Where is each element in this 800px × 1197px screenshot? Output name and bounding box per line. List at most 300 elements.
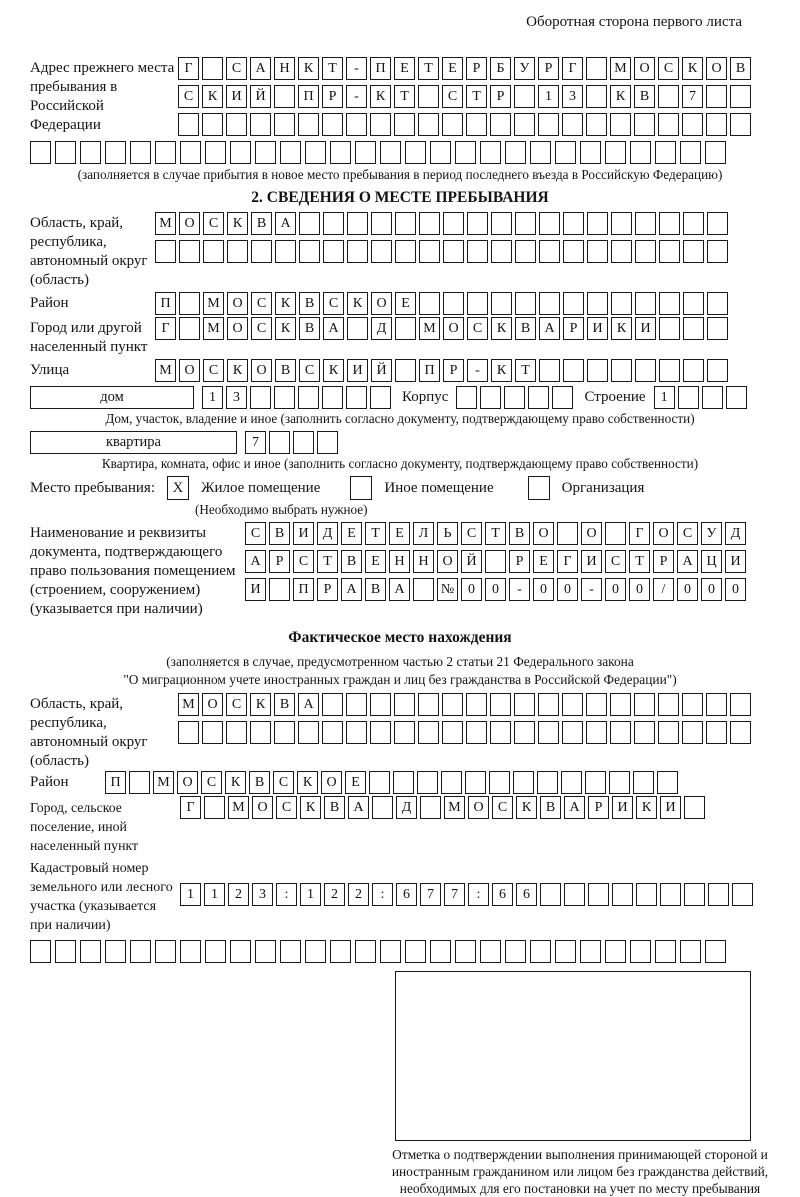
char-cell[interactable] xyxy=(305,141,326,164)
char-cell[interactable] xyxy=(659,240,680,263)
char-cell[interactable] xyxy=(683,359,704,382)
char-cell[interactable] xyxy=(708,883,729,906)
char-cell[interactable] xyxy=(530,940,551,963)
char-cell[interactable] xyxy=(539,359,560,382)
char-cell[interactable] xyxy=(250,113,271,136)
char-cell[interactable]: 3 xyxy=(252,883,273,906)
char-cell[interactable] xyxy=(413,578,434,601)
char-cell[interactable] xyxy=(587,292,608,315)
char-cell[interactable] xyxy=(563,292,584,315)
char-cell[interactable]: Е xyxy=(345,771,366,794)
char-cell[interactable]: 0 xyxy=(485,578,506,601)
char-cell[interactable] xyxy=(514,113,535,136)
char-cell[interactable] xyxy=(298,386,319,409)
char-cell[interactable] xyxy=(155,141,176,164)
char-cell[interactable]: М xyxy=(155,212,176,235)
char-cell[interactable]: 1 xyxy=(202,386,223,409)
char-cell[interactable]: Д xyxy=(396,796,417,819)
char-cell[interactable] xyxy=(370,386,391,409)
char-cell[interactable] xyxy=(393,771,414,794)
char-cell[interactable] xyxy=(539,212,560,235)
char-cell[interactable] xyxy=(443,292,464,315)
char-cell[interactable]: : xyxy=(276,883,297,906)
char-cell[interactable] xyxy=(466,693,487,716)
char-cell[interactable] xyxy=(702,386,723,409)
char-cell[interactable]: Т xyxy=(317,550,338,573)
char-cell[interactable] xyxy=(355,940,376,963)
char-cell[interactable]: Ц xyxy=(701,550,722,573)
char-cell[interactable]: В xyxy=(324,796,345,819)
char-cell[interactable] xyxy=(706,721,727,744)
char-cell[interactable]: С xyxy=(226,693,247,716)
char-cell[interactable] xyxy=(269,578,290,601)
char-cell[interactable] xyxy=(658,693,679,716)
ulitsa-row[interactable] xyxy=(155,359,731,382)
char-cell[interactable] xyxy=(204,796,225,819)
char-cell[interactable] xyxy=(419,212,440,235)
char-cell[interactable]: Е xyxy=(394,57,415,80)
char-cell[interactable]: А xyxy=(341,578,362,601)
char-cell[interactable] xyxy=(706,113,727,136)
fact-oblast-row-2[interactable] xyxy=(178,721,754,744)
char-cell[interactable] xyxy=(394,693,415,716)
char-cell[interactable]: С xyxy=(273,771,294,794)
char-cell[interactable] xyxy=(561,771,582,794)
char-cell[interactable]: И xyxy=(226,85,247,108)
char-cell[interactable] xyxy=(585,771,606,794)
char-cell[interactable] xyxy=(658,113,679,136)
char-cell[interactable]: О xyxy=(227,317,248,340)
char-cell[interactable] xyxy=(489,771,510,794)
char-cell[interactable]: К xyxy=(611,317,632,340)
char-cell[interactable]: В xyxy=(274,693,295,716)
char-cell[interactable] xyxy=(562,693,583,716)
char-cell[interactable] xyxy=(586,113,607,136)
char-cell[interactable] xyxy=(490,113,511,136)
char-cell[interactable]: 7 xyxy=(420,883,441,906)
char-cell[interactable]: М xyxy=(228,796,249,819)
char-cell[interactable] xyxy=(683,317,704,340)
char-cell[interactable]: 1 xyxy=(204,883,225,906)
char-cell[interactable] xyxy=(726,386,747,409)
char-cell[interactable]: О xyxy=(227,292,248,315)
char-cell[interactable] xyxy=(380,940,401,963)
char-cell[interactable]: Е xyxy=(442,57,463,80)
char-cell[interactable] xyxy=(274,113,295,136)
prev-address-row-3[interactable] xyxy=(178,113,754,136)
char-cell[interactable]: О xyxy=(179,359,200,382)
char-cell[interactable]: К xyxy=(275,292,296,315)
char-cell[interactable] xyxy=(305,940,326,963)
char-cell[interactable]: В xyxy=(269,522,290,545)
char-cell[interactable]: И xyxy=(293,522,314,545)
char-cell[interactable] xyxy=(395,359,416,382)
char-cell[interactable]: С xyxy=(467,317,488,340)
char-cell[interactable]: 0 xyxy=(725,578,746,601)
char-cell[interactable]: С xyxy=(461,522,482,545)
char-cell[interactable] xyxy=(442,721,463,744)
char-cell[interactable] xyxy=(552,386,573,409)
char-cell[interactable] xyxy=(205,141,226,164)
dom-box[interactable]: дом xyxy=(30,386,194,409)
char-cell[interactable] xyxy=(580,141,601,164)
char-cell[interactable] xyxy=(634,721,655,744)
char-cell[interactable]: Т xyxy=(466,85,487,108)
char-cell[interactable]: 0 xyxy=(605,578,626,601)
char-cell[interactable] xyxy=(179,240,200,263)
char-cell[interactable] xyxy=(298,721,319,744)
char-cell[interactable]: Т xyxy=(515,359,536,382)
char-cell[interactable] xyxy=(514,693,535,716)
char-cell[interactable] xyxy=(419,240,440,263)
char-cell[interactable] xyxy=(105,141,126,164)
char-cell[interactable] xyxy=(280,141,301,164)
char-cell[interactable] xyxy=(555,141,576,164)
char-cell[interactable]: Р xyxy=(509,550,530,573)
char-cell[interactable]: В xyxy=(249,771,270,794)
char-cell[interactable]: С xyxy=(299,359,320,382)
char-cell[interactable]: И xyxy=(725,550,746,573)
char-cell[interactable] xyxy=(80,141,101,164)
char-cell[interactable] xyxy=(514,85,535,108)
char-cell[interactable]: А xyxy=(323,317,344,340)
char-cell[interactable] xyxy=(611,212,632,235)
char-cell[interactable] xyxy=(515,240,536,263)
oblast-row-1[interactable] xyxy=(155,212,731,235)
char-cell[interactable] xyxy=(251,240,272,263)
char-cell[interactable] xyxy=(505,940,526,963)
char-cell[interactable] xyxy=(370,113,391,136)
char-cell[interactable] xyxy=(490,721,511,744)
char-cell[interactable]: О xyxy=(634,57,655,80)
char-cell[interactable] xyxy=(394,721,415,744)
char-cell[interactable] xyxy=(635,292,656,315)
char-cell[interactable]: О xyxy=(437,550,458,573)
char-cell[interactable] xyxy=(490,693,511,716)
char-cell[interactable]: А xyxy=(298,693,319,716)
char-cell[interactable]: Й xyxy=(371,359,392,382)
char-cell[interactable] xyxy=(659,317,680,340)
char-cell[interactable] xyxy=(395,317,416,340)
char-cell[interactable]: Й xyxy=(250,85,271,108)
char-cell[interactable] xyxy=(322,113,343,136)
char-cell[interactable]: С xyxy=(677,522,698,545)
char-cell[interactable] xyxy=(155,940,176,963)
char-cell[interactable]: В xyxy=(275,359,296,382)
char-cell[interactable] xyxy=(586,693,607,716)
char-cell[interactable]: Р xyxy=(466,57,487,80)
doc-row-1[interactable] xyxy=(245,522,749,545)
char-cell[interactable] xyxy=(658,721,679,744)
char-cell[interactable]: И xyxy=(635,317,656,340)
char-cell[interactable] xyxy=(430,940,451,963)
char-cell[interactable]: О xyxy=(251,359,272,382)
char-cell[interactable] xyxy=(269,431,290,454)
char-cell[interactable] xyxy=(680,940,701,963)
char-cell[interactable] xyxy=(530,141,551,164)
char-cell[interactable]: Л xyxy=(413,522,434,545)
char-cell[interactable] xyxy=(655,141,676,164)
char-cell[interactable]: В xyxy=(251,212,272,235)
char-cell[interactable] xyxy=(419,292,440,315)
char-cell[interactable]: О xyxy=(443,317,464,340)
char-cell[interactable] xyxy=(178,721,199,744)
char-cell[interactable]: И xyxy=(245,578,266,601)
char-cell[interactable]: Е xyxy=(533,550,554,573)
char-cell[interactable] xyxy=(418,693,439,716)
char-cell[interactable]: С xyxy=(605,550,626,573)
char-cell[interactable] xyxy=(587,240,608,263)
char-cell[interactable]: О xyxy=(321,771,342,794)
char-cell[interactable] xyxy=(491,292,512,315)
char-cell[interactable]: М xyxy=(203,317,224,340)
char-cell[interactable] xyxy=(346,721,367,744)
char-cell[interactable] xyxy=(605,940,626,963)
char-cell[interactable] xyxy=(557,522,578,545)
char-cell[interactable] xyxy=(605,522,626,545)
char-cell[interactable]: 0 xyxy=(629,578,650,601)
char-cell[interactable]: О xyxy=(179,212,200,235)
char-cell[interactable]: Т xyxy=(322,57,343,80)
char-cell[interactable]: В xyxy=(634,85,655,108)
char-cell[interactable]: И xyxy=(612,796,633,819)
char-cell[interactable] xyxy=(371,240,392,263)
char-cell[interactable] xyxy=(178,113,199,136)
char-cell[interactable] xyxy=(682,113,703,136)
char-cell[interactable] xyxy=(707,292,728,315)
char-cell[interactable]: 6 xyxy=(492,883,513,906)
char-cell[interactable] xyxy=(250,721,271,744)
char-cell[interactable]: П xyxy=(419,359,440,382)
char-cell[interactable]: С xyxy=(226,57,247,80)
char-cell[interactable]: - xyxy=(509,578,530,601)
char-cell[interactable] xyxy=(540,883,561,906)
char-cell[interactable] xyxy=(418,113,439,136)
char-cell[interactable] xyxy=(633,771,654,794)
prev-address-row-4[interactable] xyxy=(30,141,730,164)
char-cell[interactable] xyxy=(610,721,631,744)
char-cell[interactable] xyxy=(684,883,705,906)
char-cell[interactable] xyxy=(515,292,536,315)
char-cell[interactable]: К xyxy=(323,359,344,382)
char-cell[interactable] xyxy=(55,940,76,963)
char-cell[interactable] xyxy=(155,240,176,263)
char-cell[interactable]: 0 xyxy=(461,578,482,601)
char-cell[interactable] xyxy=(660,883,681,906)
char-cell[interactable] xyxy=(230,141,251,164)
char-cell[interactable] xyxy=(274,386,295,409)
char-cell[interactable] xyxy=(563,212,584,235)
kvartira-cells[interactable] xyxy=(245,431,341,454)
prev-address-row-1[interactable] xyxy=(178,57,754,80)
fact-oblast-row-1[interactable] xyxy=(178,693,754,716)
char-cell[interactable]: 7 xyxy=(444,883,465,906)
char-cell[interactable] xyxy=(355,141,376,164)
char-cell[interactable]: О xyxy=(468,796,489,819)
char-cell[interactable] xyxy=(372,796,393,819)
char-cell[interactable] xyxy=(330,141,351,164)
char-cell[interactable] xyxy=(467,240,488,263)
korpus-cells[interactable] xyxy=(456,386,576,409)
char-cell[interactable]: - xyxy=(467,359,488,382)
char-cell[interactable]: В xyxy=(299,317,320,340)
char-cell[interactable] xyxy=(227,240,248,263)
char-cell[interactable]: К xyxy=(516,796,537,819)
char-cell[interactable] xyxy=(485,550,506,573)
char-cell[interactable]: К xyxy=(636,796,657,819)
kadastr-row-2[interactable] xyxy=(30,940,730,963)
char-cell[interactable] xyxy=(587,212,608,235)
kvartira-box[interactable]: квартира xyxy=(30,431,237,454)
char-cell[interactable]: Т xyxy=(485,522,506,545)
char-cell[interactable] xyxy=(443,212,464,235)
char-cell[interactable] xyxy=(730,721,751,744)
char-cell[interactable]: : xyxy=(372,883,393,906)
char-cell[interactable] xyxy=(274,721,295,744)
char-cell[interactable] xyxy=(369,771,390,794)
char-cell[interactable] xyxy=(380,141,401,164)
char-cell[interactable]: 1 xyxy=(180,883,201,906)
char-cell[interactable]: 7 xyxy=(245,431,266,454)
fact-gorod-row[interactable] xyxy=(180,796,708,819)
char-cell[interactable] xyxy=(467,292,488,315)
char-cell[interactable] xyxy=(513,771,534,794)
char-cell[interactable]: Р xyxy=(563,317,584,340)
stroenie-cells[interactable] xyxy=(654,386,750,409)
char-cell[interactable]: С xyxy=(245,522,266,545)
char-cell[interactable]: 3 xyxy=(226,386,247,409)
char-cell[interactable]: 0 xyxy=(701,578,722,601)
char-cell[interactable]: - xyxy=(346,85,367,108)
char-cell[interactable]: К xyxy=(347,292,368,315)
char-cell[interactable]: А xyxy=(539,317,560,340)
char-cell[interactable] xyxy=(130,141,151,164)
char-cell[interactable] xyxy=(480,386,501,409)
char-cell[interactable]: 1 xyxy=(300,883,321,906)
char-cell[interactable] xyxy=(299,212,320,235)
char-cell[interactable] xyxy=(580,940,601,963)
char-cell[interactable]: Д xyxy=(317,522,338,545)
char-cell[interactable] xyxy=(730,113,751,136)
char-cell[interactable]: 7 xyxy=(682,85,703,108)
char-cell[interactable] xyxy=(705,940,726,963)
char-cell[interactable] xyxy=(609,771,630,794)
char-cell[interactable] xyxy=(280,940,301,963)
char-cell[interactable] xyxy=(611,240,632,263)
char-cell[interactable]: О xyxy=(177,771,198,794)
char-cell[interactable]: П xyxy=(298,85,319,108)
char-cell[interactable] xyxy=(612,883,633,906)
char-cell[interactable]: А xyxy=(564,796,585,819)
char-cell[interactable] xyxy=(538,113,559,136)
char-cell[interactable]: И xyxy=(347,359,368,382)
char-cell[interactable]: К xyxy=(227,212,248,235)
oblast-row-2[interactable] xyxy=(155,240,731,263)
char-cell[interactable] xyxy=(202,113,223,136)
char-cell[interactable] xyxy=(179,317,200,340)
char-cell[interactable] xyxy=(586,57,607,80)
char-cell[interactable] xyxy=(317,431,338,454)
char-cell[interactable]: Р xyxy=(322,85,343,108)
char-cell[interactable] xyxy=(732,883,753,906)
char-cell[interactable]: Д xyxy=(725,522,746,545)
char-cell[interactable] xyxy=(730,85,751,108)
char-cell[interactable]: С xyxy=(492,796,513,819)
char-cell[interactable]: Е xyxy=(365,550,386,573)
char-cell[interactable]: Г xyxy=(629,522,650,545)
char-cell[interactable] xyxy=(630,940,651,963)
char-cell[interactable]: П xyxy=(105,771,126,794)
char-cell[interactable]: Г xyxy=(180,796,201,819)
char-cell[interactable] xyxy=(255,940,276,963)
char-cell[interactable]: К xyxy=(300,796,321,819)
char-cell[interactable]: К xyxy=(298,57,319,80)
char-cell[interactable]: Р xyxy=(538,57,559,80)
doc-row-2[interactable] xyxy=(245,550,749,573)
char-cell[interactable] xyxy=(587,359,608,382)
char-cell[interactable]: А xyxy=(250,57,271,80)
char-cell[interactable] xyxy=(528,386,549,409)
char-cell[interactable] xyxy=(299,240,320,263)
char-cell[interactable] xyxy=(658,85,679,108)
char-cell[interactable] xyxy=(322,386,343,409)
char-cell[interactable] xyxy=(730,693,751,716)
char-cell[interactable] xyxy=(586,721,607,744)
char-cell[interactable]: Р xyxy=(269,550,290,573)
char-cell[interactable] xyxy=(226,721,247,744)
char-cell[interactable] xyxy=(129,771,150,794)
char-cell[interactable]: Й xyxy=(461,550,482,573)
char-cell[interactable] xyxy=(405,940,426,963)
char-cell[interactable] xyxy=(346,693,367,716)
char-cell[interactable] xyxy=(467,212,488,235)
char-cell[interactable] xyxy=(480,141,501,164)
char-cell[interactable]: 6 xyxy=(516,883,537,906)
char-cell[interactable] xyxy=(611,359,632,382)
char-cell[interactable] xyxy=(202,721,223,744)
char-cell[interactable] xyxy=(610,113,631,136)
char-cell[interactable]: Е xyxy=(389,522,410,545)
char-cell[interactable]: О xyxy=(371,292,392,315)
char-cell[interactable]: С xyxy=(251,292,272,315)
char-cell[interactable] xyxy=(682,721,703,744)
char-cell[interactable]: Т xyxy=(418,57,439,80)
char-cell[interactable] xyxy=(203,240,224,263)
char-cell[interactable] xyxy=(537,771,558,794)
char-cell[interactable] xyxy=(456,386,477,409)
char-cell[interactable] xyxy=(555,940,576,963)
char-cell[interactable]: О xyxy=(653,522,674,545)
char-cell[interactable] xyxy=(443,240,464,263)
char-cell[interactable] xyxy=(683,292,704,315)
char-cell[interactable]: К xyxy=(227,359,248,382)
char-cell[interactable]: П xyxy=(370,57,391,80)
char-cell[interactable] xyxy=(420,796,441,819)
char-cell[interactable]: 0 xyxy=(557,578,578,601)
char-cell[interactable] xyxy=(55,141,76,164)
char-cell[interactable]: 2 xyxy=(228,883,249,906)
char-cell[interactable]: В xyxy=(730,57,751,80)
char-cell[interactable]: К xyxy=(682,57,703,80)
char-cell[interactable] xyxy=(255,141,276,164)
char-cell[interactable] xyxy=(515,212,536,235)
char-cell[interactable] xyxy=(418,721,439,744)
char-cell[interactable] xyxy=(610,693,631,716)
char-cell[interactable] xyxy=(180,141,201,164)
char-cell[interactable] xyxy=(30,141,51,164)
char-cell[interactable] xyxy=(230,940,251,963)
char-cell[interactable]: Е xyxy=(341,522,362,545)
